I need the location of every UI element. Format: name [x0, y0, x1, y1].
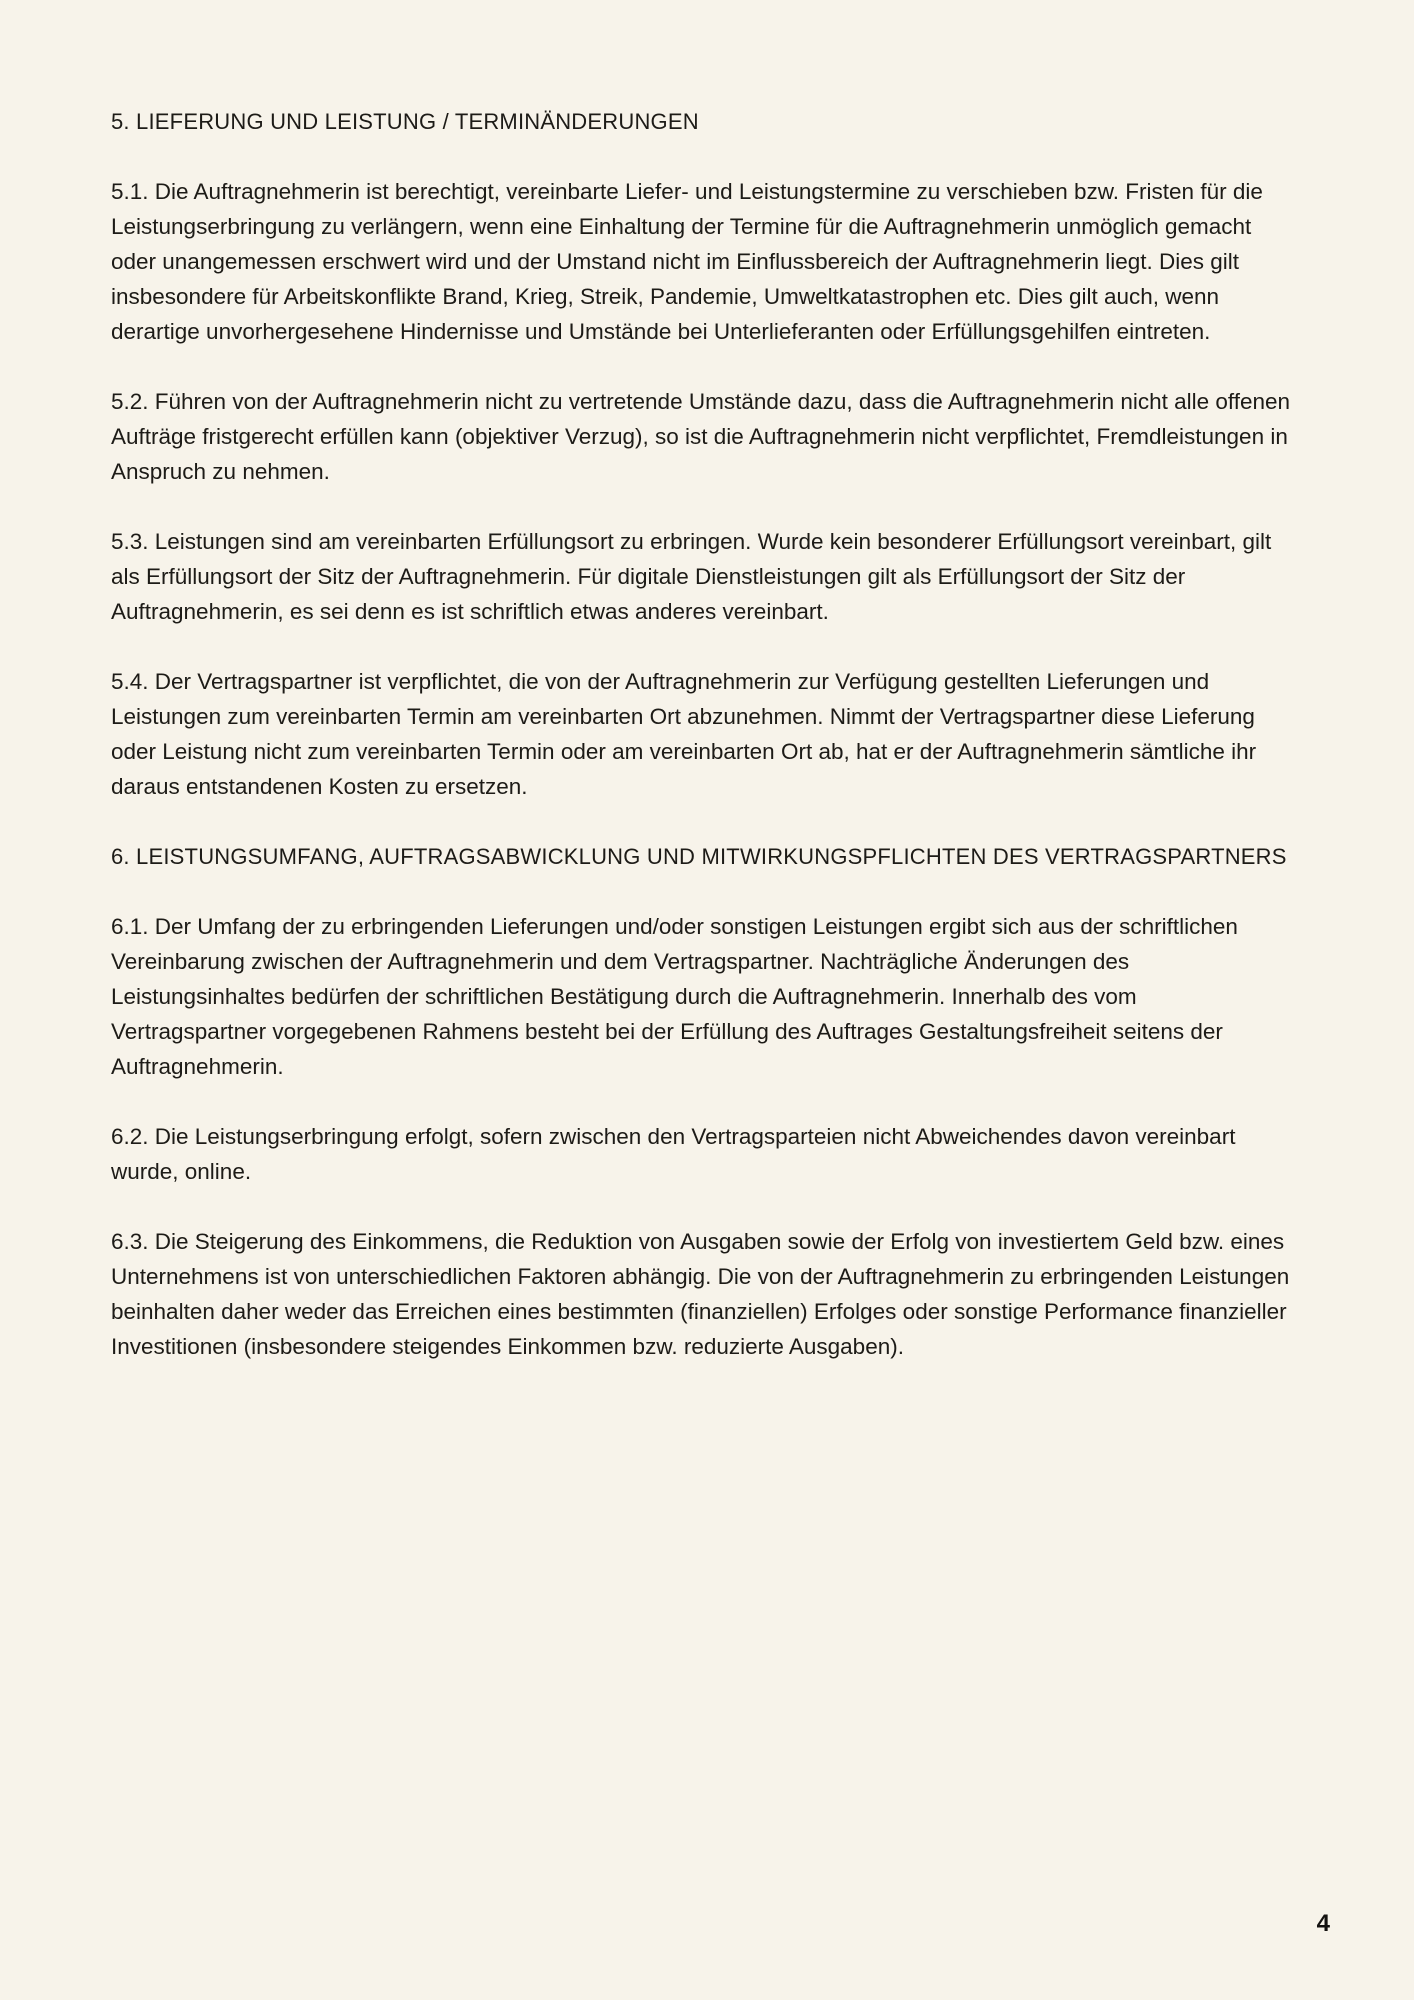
page-number: 4 [1316, 1910, 1330, 1937]
document-content [111, 104, 1296, 1364]
paragraph-6-2: 6.2. Die Leistungserbringung erfolgt, sofern zwischen den Vertragsparteien nicht Abweichendes davon vereinbart wurde, online. [111, 1124, 1236, 1184]
paragraph-5-4: 5.4. Der Vertragspartner ist verpflichtet, die von der Auftragnehmerin zur Verfügung gestellten Lieferungen und Leistungen zum vereinbarten Termin am vereinbarten Ort abzunehmen. Nimmt der Vertragspartner diese Lieferung oder Leistung nicht zum vereinbarten Termin oder am vereinbarten Ort ab, hat er der Auftragnehmerin sämtliche ihr daraus entstandenen Kosten zu ersetzen. [111, 669, 1257, 799]
paragraph-6-1: 6.1. Der Umfang der zu erbringenden Lieferungen und/oder sonstigen Leistungen ergibt sich aus der schriftlichen Vereinbarung zwischen der Auftragnehmerin und dem Vertragspartner. Nachträgliche Änderungen des Leistungsinhaltes bedürfen der schriftlichen Bestätigung durch die Auftragnehmerin. Innerhalb des vom Vertragspartner vorgegebenen Rahmens besteht bei der Erfüllung des Auftrages Gestaltungsfreiheit seitens der Auftragnehmerin. [111, 914, 1238, 1079]
paragraph-5-1: 5.1. Die Auftragnehmerin ist berechtigt, vereinbarte Liefer- und Leistungstermine zu verschieben bzw. Fristen für die Leistungserbringung zu verlängern, wenn eine Einhaltung der Termine für die Auftragnehmerin unmöglich gemacht oder unangemessen erschwert wird und der Umstand nicht im Einflussbereich der Auftragnehmerin liegt. Dies gilt insbesondere für Arbeitskonflikte Brand, Krieg, Streik, Pandemie, Umweltkatastrophen etc. Dies gilt auch, wenn derartige unvorhergesehene Hindernisse und Umstände bei Unterlieferanten oder Erfüllungsgehilfen eintreten. [111, 179, 1263, 344]
section-heading-6: 6. LEISTUNGSUMFANG, AUFTRAGSABWICKLUNG UND MITWIRKUNGSPFLICHTEN DES VERTRAGSPARTNERS [111, 844, 1287, 869]
paragraph-5-3: 5.3. Leistungen sind am vereinbarten Erfüllungsort zu erbringen. Wurde kein besonderer Erfüllungsort vereinbart, gilt als Erfüllungsort der Sitz der Auftragnehmerin. Für digitale Dienstleistungen gilt als Erfüllungsort der Sitz der Auftragnehmerin, es sei denn es ist schriftlich etwas anderes vereinbart. [111, 529, 1272, 624]
section-5-lieferung-und-leistung [111, 104, 1296, 804]
section-6-leistungsumfang [111, 839, 1296, 1364]
paragraph-5-2: 5.2. Führen von der Auftragnehmerin nicht zu vertretende Umstände dazu, dass die Auftragnehmerin nicht alle offenen Aufträge fristgerecht erfüllen kann (objektiver Verzug), so ist die Auftragnehmerin nicht verpflichtet, Fremdleistungen in Anspruch zu nehmen. [111, 389, 1291, 484]
paragraph-6-3: 6.3. Die Steigerung des Einkommens, die Reduktion von Ausgaben sowie der Erfolg von investiertem Geld bzw. eines Unternehmens ist von unterschiedlichen Faktoren abhängig. Die von der Auftragnehmerin zu erbringenden Leistungen beinhalten daher weder das Erreichen eines bestimmten (finanziellen) Erfolges oder sonstige Performance finanzieller Investitionen (insbesondere steigendes Einkommen bzw. reduzierte Ausgaben). [111, 1229, 1290, 1359]
section-heading-5: 5. LIEFERUNG UND LEISTUNG / TERMINÄNDERUNGEN [111, 109, 699, 134]
